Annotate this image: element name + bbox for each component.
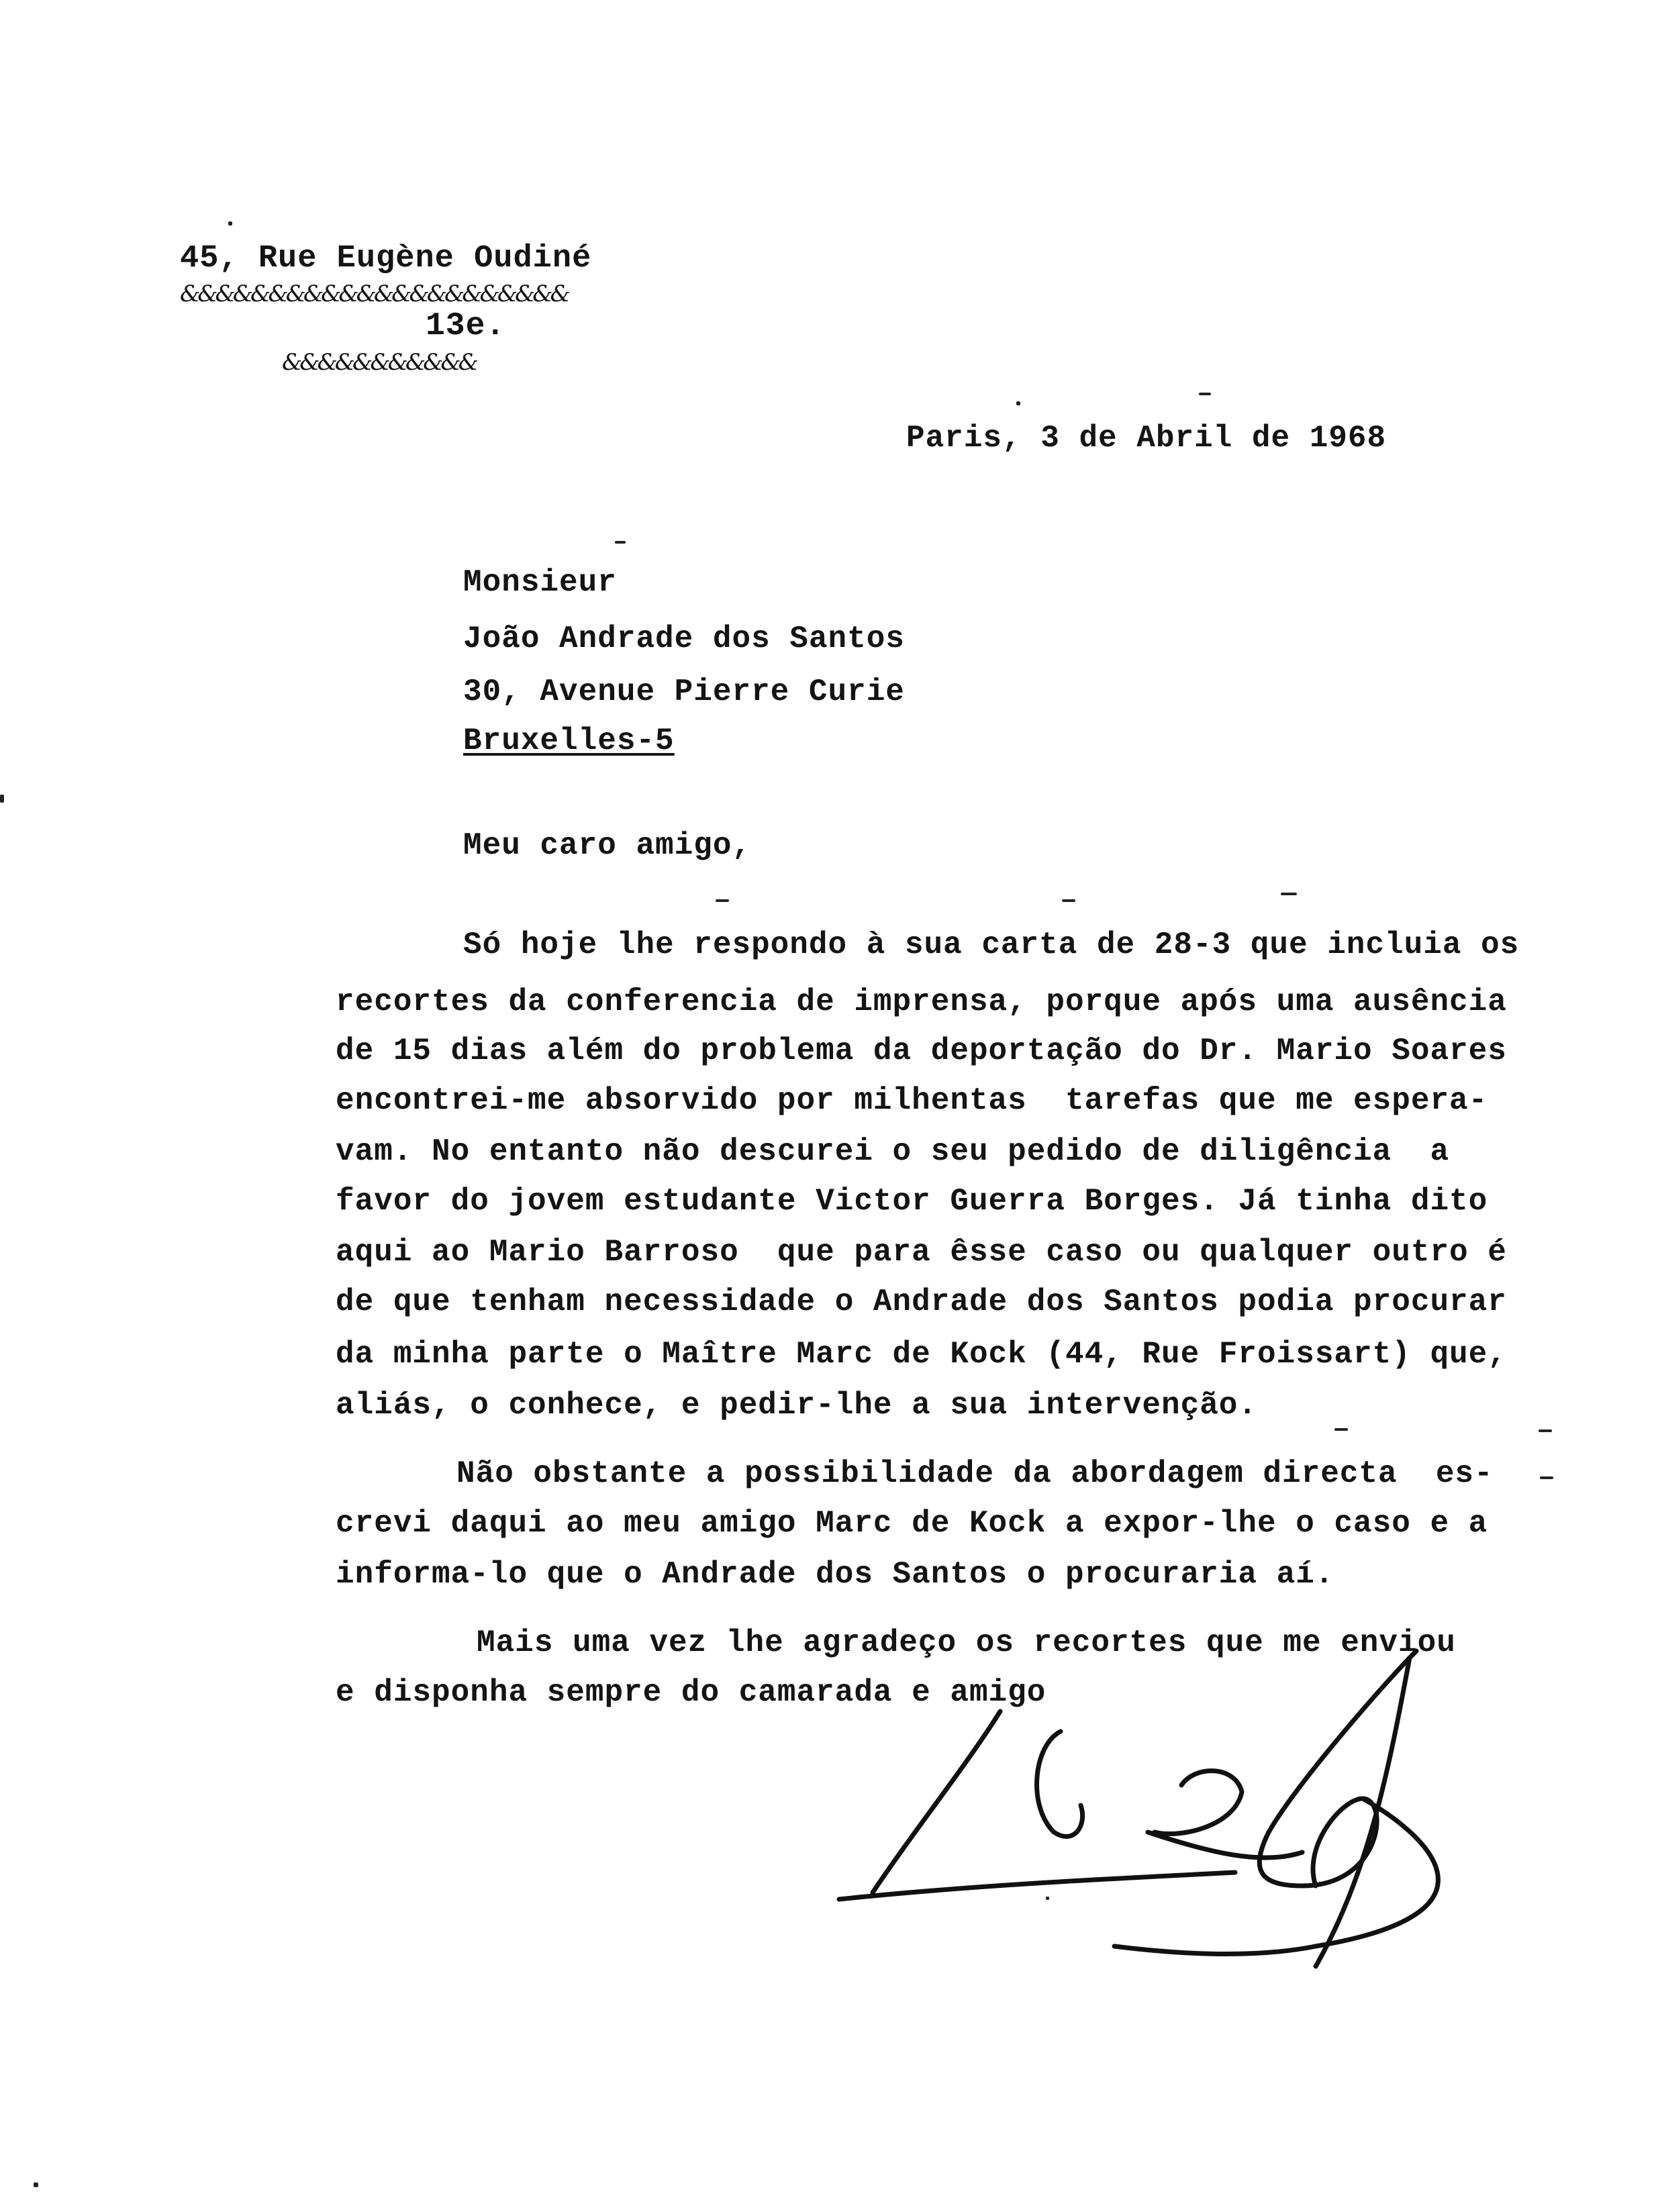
scan-speck <box>1046 1897 1049 1900</box>
sender-street-rule: &&&&&&&&&&&&&&&&&&&&&& <box>180 281 568 307</box>
scan-speck <box>0 795 4 803</box>
body-line: encontrei-me absorvido por milhentas tarefas que me espera- <box>336 1083 1488 1118</box>
recipient-name: João Andrade dos Santos <box>463 621 905 656</box>
recipient-city: Bruxelles-5 <box>463 723 675 758</box>
body-line: da minha parte o Maître Marc de Kock (44, Rue Froissart) que, <box>336 1337 1507 1372</box>
scan-speck <box>34 2182 38 2187</box>
sender-street: 45, Rue Eugène Oudiné <box>180 241 592 276</box>
scan-speck <box>1539 1429 1552 1432</box>
scan-speck <box>1199 393 1211 395</box>
scan-speck <box>1334 1428 1348 1431</box>
body-line: vam. No entanto não descurei o seu pedido de diligência a <box>336 1134 1450 1169</box>
scan-speck <box>716 899 729 902</box>
recipient-title: Monsieur <box>463 565 617 600</box>
body-line: de 15 dias além do problema da deportação do Dr. Mario Soares <box>336 1034 1507 1068</box>
body-line: favor do jovem estudante Victor Guerra Borges. Já tinha dito <box>336 1184 1488 1219</box>
sender-arrondissement: 13e. <box>426 308 506 344</box>
body-line: aliás, o conhece, e pedir-lhe a sua intervenção. <box>336 1388 1258 1423</box>
body-line: crevi daqui ao meu amigo Marc de Kock a expor-lhe o caso e a <box>336 1506 1488 1541</box>
dateline: Paris, 3 de Abril de 1968 <box>906 421 1387 456</box>
recipient-street: 30, Avenue Pierre Curie <box>463 674 905 709</box>
body-line: e disponha sempre do camarada e amigo <box>336 1675 1047 1710</box>
scan-speck <box>1540 1476 1553 1479</box>
body-line: Mais uma vez lhe agradeço os recortes que me enviou <box>477 1625 1456 1660</box>
sender-arrondissement-rule: &&&&&&&&&&& <box>282 349 476 376</box>
salutation: Meu caro amigo, <box>463 828 752 863</box>
body-line: informa-lo que o Andrade dos Santos o procuraria aí. <box>336 1557 1334 1592</box>
scan-speck <box>1281 893 1297 895</box>
scan-speck <box>1062 899 1075 902</box>
body-line: Só hoje lhe respondo à sua carta de 28-3 que incluia os <box>463 927 1520 962</box>
body-line: aqui ao Mario Barroso que para êsse caso ou qualquer outro é <box>336 1235 1507 1270</box>
handwritten-signature <box>832 1631 1571 1980</box>
body-line: Não obstante a possibilidade da abordagem directa es- <box>456 1456 1494 1491</box>
scan-speck <box>228 221 232 225</box>
scan-speck <box>1016 401 1020 405</box>
scan-speck <box>615 541 626 544</box>
body-line: de que tenham necessidade o Andrade dos Santos podia procurar <box>336 1285 1507 1319</box>
body-line: recortes da conferencia de imprensa, porque após uma ausência <box>336 985 1507 1019</box>
